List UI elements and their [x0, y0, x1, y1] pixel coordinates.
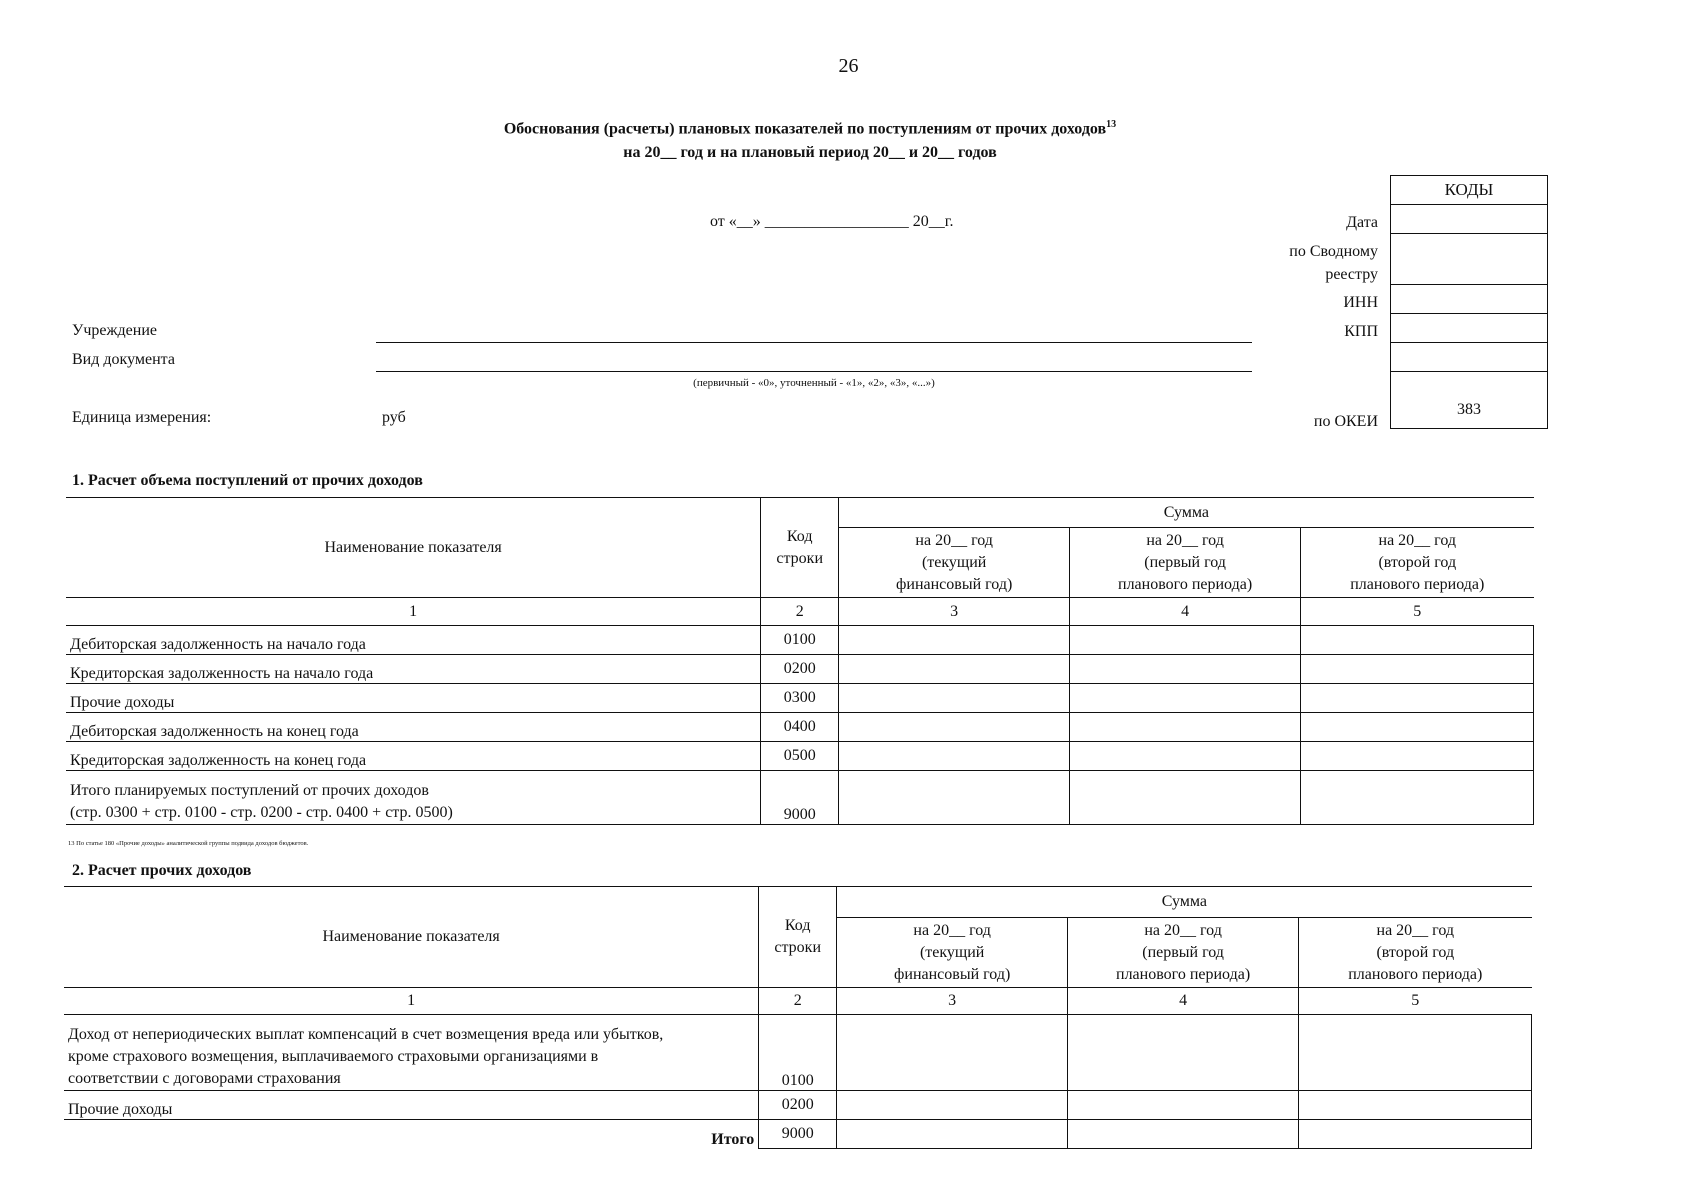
unit-value: руб: [382, 409, 406, 426]
s2-cell-input[interactable]: [837, 1120, 1068, 1149]
s1-row-name: Прочие доходы: [66, 684, 761, 713]
code-registry-field[interactable]: [1391, 234, 1547, 285]
document-title: [0, 113, 1620, 165]
s1-num-4: 4: [1070, 598, 1301, 626]
section2-title: 2. Расчет прочих доходов: [72, 862, 252, 879]
s1-cell-input[interactable]: [1070, 742, 1301, 771]
s1-col-code-header: Код строки: [761, 498, 839, 598]
s2-row2-name: Прочие доходы: [64, 1091, 759, 1120]
s1-sum-header: Сумма: [839, 498, 1534, 528]
s1-num-5: 5: [1301, 598, 1534, 626]
s1-total-name: Итого планируемых поступлений от прочих доходов (стр. 0300 + стр. 0100 - стр. 0200 - стр. 0400 + стр. 0500): [66, 771, 761, 825]
code-inn-field[interactable]: [1391, 285, 1547, 314]
label-okei: по ОКЕИ: [1313, 413, 1378, 430]
s1-cell-input[interactable]: [1301, 742, 1534, 771]
s1-cell-input[interactable]: [1301, 655, 1534, 684]
s1-cell-input[interactable]: [1301, 684, 1534, 713]
s1-cell-input[interactable]: [1070, 626, 1301, 655]
s1-year1-header: на 20__ год (текущий финансовый год): [839, 528, 1070, 598]
page-number: 26: [838, 55, 859, 77]
code-doctype-field[interactable]: [1391, 343, 1547, 372]
section1-table: [66, 497, 1534, 825]
s1-row-code: 0100: [761, 626, 839, 655]
title-footnote-ref: 13: [1106, 119, 1117, 130]
s2-year3-header: на 20__ год (второй год планового периода): [1299, 918, 1532, 988]
s2-num-2: 2: [759, 988, 837, 1015]
table-row-total: [64, 1120, 1532, 1149]
s1-row-code: 0200: [761, 655, 839, 684]
table-row: [66, 742, 1534, 771]
s1-col-name-header: Наименование показателя: [66, 498, 761, 598]
s2-total-label: Итого: [64, 1120, 759, 1149]
s2-cell-input[interactable]: [1068, 1120, 1299, 1149]
s1-year2-header: на 20__ год (первый год планового периода): [1070, 528, 1301, 598]
doc-type-line[interactable]: [376, 371, 1252, 372]
label-registry-1: по Сводному: [1289, 243, 1378, 260]
s2-num-4: 4: [1068, 988, 1299, 1015]
code-date-field[interactable]: [1391, 205, 1547, 234]
s1-row-name: Кредиторская задолженность на конец года: [66, 742, 761, 771]
s1-cell-input[interactable]: [839, 771, 1070, 825]
doc-type-hint: (первичный - «0», уточненный - «1», «2», «3», «...»): [693, 377, 935, 389]
s2-cell-input[interactable]: [1299, 1015, 1532, 1091]
s2-col-name-header: Наименование показателя: [64, 887, 759, 988]
label-registry-2: реестру: [1325, 266, 1378, 283]
s1-cell-input[interactable]: [839, 742, 1070, 771]
s1-row-name: Дебиторская задолженность на конец года: [66, 713, 761, 742]
institution-line[interactable]: [376, 342, 1252, 343]
s1-cell-input[interactable]: [839, 655, 1070, 684]
s2-num-3: 3: [837, 988, 1068, 1015]
s2-row2-code: 0200: [759, 1091, 837, 1120]
table-row: [66, 713, 1534, 742]
s1-cell-input[interactable]: [1070, 771, 1301, 825]
s2-cell-input[interactable]: [837, 1015, 1068, 1091]
s2-cell-input[interactable]: [1068, 1091, 1299, 1120]
title-line-2: на 20__ год и на плановый период 20__ и 20__ годов: [623, 144, 997, 162]
s1-cell-input[interactable]: [1070, 713, 1301, 742]
code-okei-field: 383: [1457, 401, 1481, 418]
codes-header: КОДЫ: [1391, 176, 1547, 205]
s2-year2-header: на 20__ год (первый год планового периода): [1068, 918, 1299, 988]
label-institution: Учреждение: [72, 322, 157, 339]
table-row: [64, 1091, 1532, 1120]
s1-row-code: 0300: [761, 684, 839, 713]
s2-sum-header: Сумма: [837, 887, 1532, 918]
s1-num-2: 2: [761, 598, 839, 626]
table-row-total: [66, 771, 1534, 825]
s2-num-1: 1: [64, 988, 759, 1015]
s1-cell-input[interactable]: [1301, 771, 1534, 825]
s1-row-name: Кредиторская задолженность на начало года: [66, 655, 761, 684]
label-doc-type: Вид документа: [72, 351, 175, 368]
s2-row1-name: Доход от непериодических выплат компенсаций в счет возмещения вреда или убытков, кроме страхового возмещения, выплачиваемого страховыми организациями в соответствии с договорами страхования: [64, 1015, 759, 1091]
s2-num-5: 5: [1299, 988, 1532, 1015]
s2-row1-code: 0100: [759, 1015, 837, 1091]
title-line-1: Обоснования (расчеты) плановых показателей по поступлениям от прочих доходов: [503, 120, 1107, 138]
s1-row-name: Дебиторская задолженность на начало года: [66, 626, 761, 655]
s1-row-code: 0500: [761, 742, 839, 771]
s2-cell-input[interactable]: [1299, 1120, 1532, 1149]
date-line: от «__» __________________ 20__г.: [710, 213, 954, 230]
table-row: [66, 684, 1534, 713]
s1-cell-input[interactable]: [1301, 713, 1534, 742]
label-kpp: КПП: [1344, 323, 1378, 340]
s2-cell-input[interactable]: [1299, 1091, 1532, 1120]
label-date: Дата: [1346, 214, 1378, 231]
label-inn: ИНН: [1343, 294, 1378, 311]
s1-cell-input[interactable]: [1070, 655, 1301, 684]
table-row: [66, 626, 1534, 655]
section2-table: [64, 886, 1532, 1149]
s1-cell-input[interactable]: [1070, 684, 1301, 713]
footnote: 13 По статье 180 «Прочие доходы» аналитической группы подвида доходов бюджетов.: [68, 840, 309, 847]
label-unit: Единица измерения:: [72, 409, 212, 426]
section1-title: 1. Расчет объема поступлений от прочих доходов: [72, 472, 423, 489]
s1-cell-input[interactable]: [1301, 626, 1534, 655]
s1-cell-input[interactable]: [839, 713, 1070, 742]
s1-cell-input[interactable]: [839, 684, 1070, 713]
s1-year3-header: на 20__ год (второй год планового периода): [1301, 528, 1534, 598]
s2-total-code: 9000: [759, 1120, 837, 1149]
s2-cell-input[interactable]: [837, 1091, 1068, 1120]
s1-total-code: 9000: [761, 771, 839, 825]
s2-col-code-header: Код строки: [759, 887, 837, 988]
s2-year1-header: на 20__ год (текущий финансовый год): [837, 918, 1068, 988]
s1-num-3: 3: [839, 598, 1070, 626]
code-kpp-field[interactable]: [1391, 314, 1547, 343]
s1-row-code: 0400: [761, 713, 839, 742]
s1-cell-input[interactable]: [839, 626, 1070, 655]
s2-cell-input[interactable]: [1068, 1015, 1299, 1091]
s1-num-1: 1: [66, 598, 761, 626]
table-row: [66, 655, 1534, 684]
table-row: [64, 1015, 1532, 1091]
codes-box: [1390, 175, 1548, 429]
